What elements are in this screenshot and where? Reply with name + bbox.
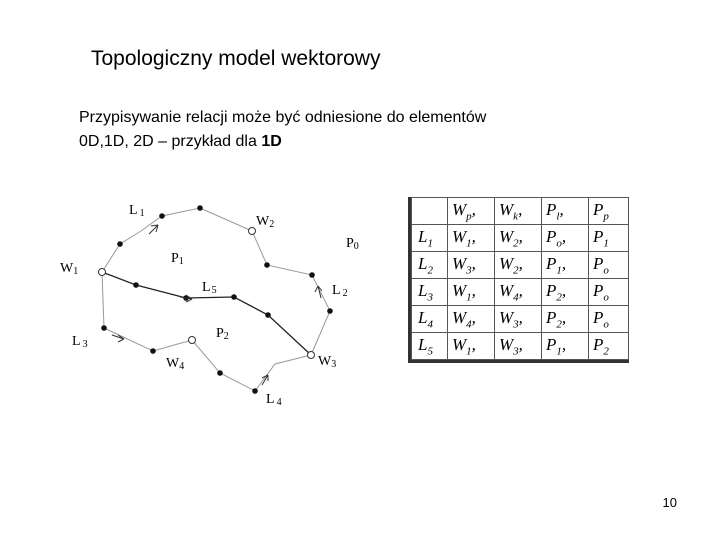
table-cell: $P_o$ (589, 306, 629, 333)
table-header-cell: $P_l$, (542, 198, 589, 225)
description-bold-term: 1D (261, 133, 282, 150)
table-cell: $P_2$ (589, 333, 629, 360)
label-P1: P1 (171, 251, 184, 267)
table-header-cell: $W_p$, (448, 198, 495, 225)
table-cell: $P_1$, (542, 333, 589, 360)
relation-table-frame (408, 197, 629, 363)
slide-title: Topologiczny model wektorowy (91, 47, 381, 70)
label-L2: L 2 (332, 283, 348, 299)
table-cell: $W_3$, (495, 306, 542, 333)
page-number: 10 (662, 495, 677, 510)
table-header-cell: $W_k$, (495, 198, 542, 225)
table-cell: $W_4$, (495, 279, 542, 306)
label-L5: L5 (202, 280, 217, 296)
table-corner-cell (412, 198, 448, 225)
label-W2: W2 (256, 214, 275, 230)
vertex-dot (150, 348, 156, 354)
relation-table (411, 197, 629, 360)
description-line-1: Przypisywanie relacji może być odniesione do elementów (79, 109, 487, 126)
vertex-dot (309, 272, 315, 278)
table-row-head: $L_4$ (412, 306, 448, 333)
table-row-head: $L_1$ (412, 225, 448, 252)
table-cell: $W_3$, (448, 252, 495, 279)
table-cell: $P_o$ (589, 252, 629, 279)
table-header-row (412, 198, 629, 225)
table-cell: $W_1$, (448, 333, 495, 360)
table-cell: $P_o$, (542, 225, 589, 252)
table-row-head: $L_5$ (412, 333, 448, 360)
label-L3: L 3 (72, 334, 88, 350)
vertex-dot (265, 312, 271, 318)
node-W2-marker (249, 228, 256, 235)
label-W1: W1 (60, 261, 79, 277)
label-L1: L 1 (129, 203, 145, 219)
table-row (412, 225, 629, 252)
table-row-head: $L_2$ (412, 252, 448, 279)
vertex-dot (252, 388, 258, 394)
vertex-dot (133, 282, 139, 288)
vertex-dot (101, 325, 107, 331)
label-P0: P0 (346, 236, 359, 252)
table-cell: $W_1$, (448, 225, 495, 252)
vertex-dots (101, 205, 333, 394)
table-header-cell: $P_p$ (589, 198, 629, 225)
table-row (412, 252, 629, 279)
label-W4: W4 (166, 356, 185, 372)
vertex-dot (217, 370, 223, 376)
vertex-dot (327, 308, 333, 314)
table-cell: $W_1$, (448, 279, 495, 306)
edge-L3-line (102, 272, 192, 351)
label-W3: W3 (318, 354, 337, 370)
label-P2: P2 (216, 326, 229, 342)
table-cell: $P_1$, (542, 252, 589, 279)
edge-L4-line (192, 340, 311, 391)
vertex-dot (159, 213, 165, 219)
outer-boundary (102, 208, 330, 391)
node-W4-marker (189, 337, 196, 344)
description-line-2: 0D,1D, 2D – przykład dla (79, 133, 262, 150)
table-cell: $W_4$, (448, 306, 495, 333)
table-row (412, 306, 629, 333)
table-cell: $W_3$, (495, 333, 542, 360)
table-cell: $W_2$, (495, 225, 542, 252)
table-row (412, 279, 629, 306)
table-cell: $P_2$, (542, 306, 589, 333)
table-row-head: $L_3$ (412, 279, 448, 306)
node-W3-marker (308, 352, 315, 359)
vertex-dot (197, 205, 203, 211)
table-cell: $P_o$ (589, 279, 629, 306)
node-W1-marker (99, 269, 106, 276)
vertex-dot (264, 262, 270, 268)
table-cell: $P_2$, (542, 279, 589, 306)
vertex-dot (231, 294, 237, 300)
vertex-dot (117, 241, 123, 247)
label-L4: L 4 (266, 392, 282, 408)
arrow-L1 (149, 225, 158, 234)
table-cell: $P_1$ (589, 225, 629, 252)
table-row (412, 333, 629, 360)
table-cell: $W_2$, (495, 252, 542, 279)
